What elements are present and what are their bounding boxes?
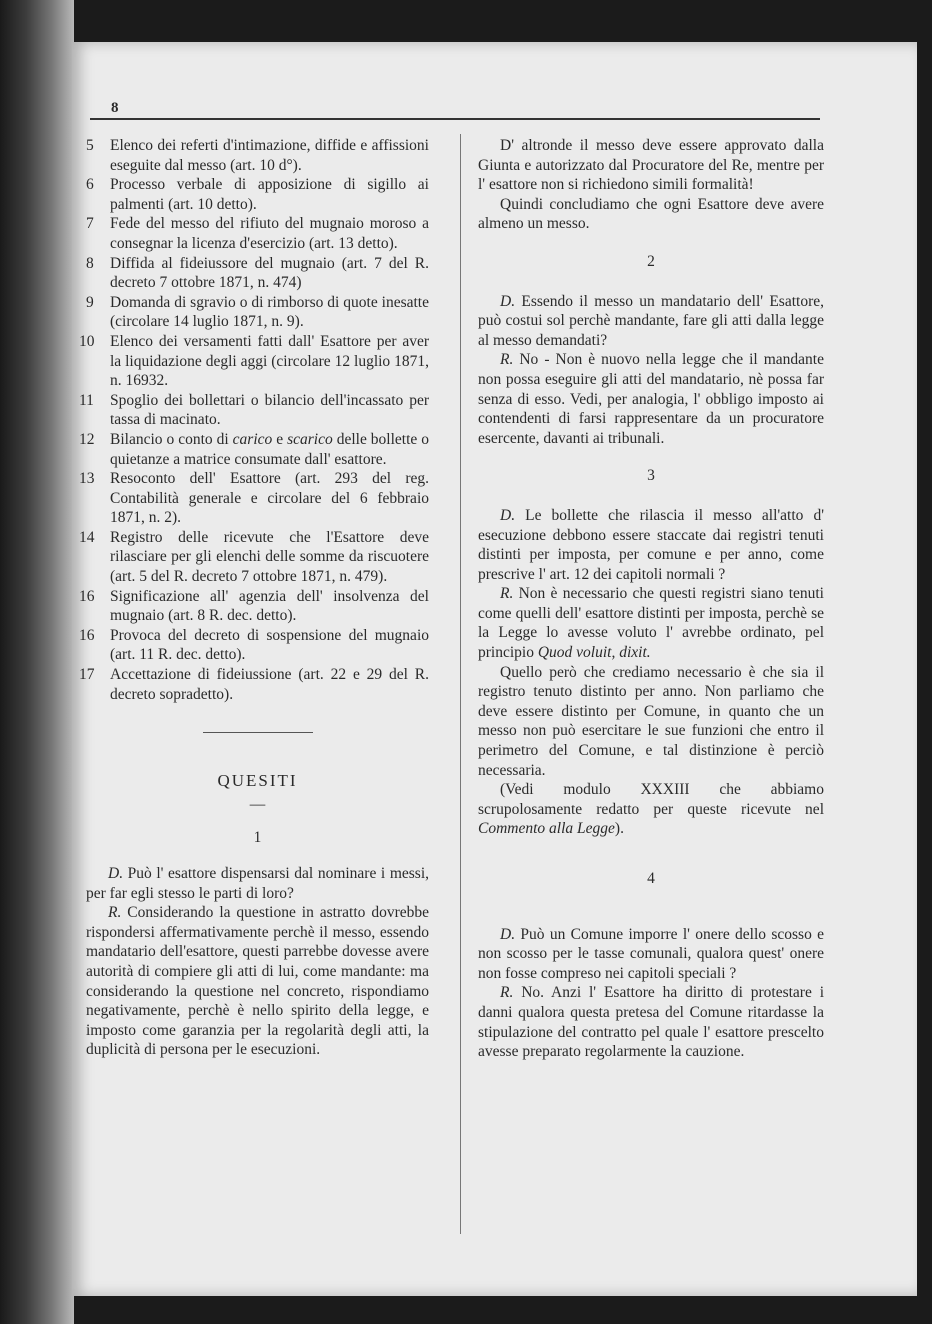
answer-body: Considerando la questione in astratto dovrebbe rispondersi affermativamente perchè il messo, essendo mandatario dell'esattore, questi parrebbe dovesse avere autorità di compiere gli atti di lui, come mandante: ma considerando la questione nel concreto, rispondiamo negativamente, perchè è nello spirito della legge, e imposto come garanzia per la regolarità degli atti, la duplicità di persona per le esecuzioni. bbox=[86, 904, 429, 1059]
list-item bbox=[86, 175, 429, 214]
list-item-text-mid: e bbox=[272, 430, 288, 448]
reference-title: Commento alla Legge bbox=[478, 820, 615, 838]
section-separator bbox=[203, 732, 313, 733]
list-item-number: 7 bbox=[86, 215, 94, 233]
question-body: Le bollette che rilascia il messo all'atto d' esecuzione debbono essere staccate dai registri tenuti distinti per imposta, per comune e per anno, come prescrive l' art. 12 dei capitoli normali ? bbox=[478, 506, 825, 583]
reference-end: ). bbox=[614, 820, 624, 838]
list-item-text: Diffida al fideiussore del mugnaio (art. 7 del R. decreto 7 ottobre 1871, n. 474) bbox=[110, 254, 429, 292]
question-label: D. bbox=[500, 925, 516, 943]
answer-text bbox=[86, 903, 429, 1060]
answer-label: R. bbox=[500, 984, 514, 1002]
question-text bbox=[478, 506, 824, 584]
question-label: D. bbox=[500, 292, 516, 310]
list-item-text: Significazione all' agenzia dell' insolvenza del mugnaio (art. 8 R. dec. detto). bbox=[110, 587, 429, 625]
list-item-text: Elenco dei versamenti fatti dall' Esattore per aver la liquidazione degli aggi (circolare 12 luglio 1871, n. 16932. bbox=[110, 332, 429, 390]
list-item bbox=[79, 332, 429, 391]
question-label: D. bbox=[500, 506, 516, 524]
list-item-number: 10 bbox=[79, 332, 95, 350]
answer-label: R. bbox=[108, 904, 122, 922]
question-text bbox=[478, 292, 824, 351]
list-item bbox=[79, 587, 429, 626]
answer-body: No. Anzi l' Esattore ha diritto di protestare i danni qualora questa pretesa del Comune ritardasse la stipulazione del contratto pel quale l' esattore prescelto avesse preparato regolarmente la cauzione. bbox=[478, 984, 824, 1061]
reference-note bbox=[478, 780, 824, 839]
answer-text bbox=[478, 584, 824, 662]
list-item-number: 16 bbox=[79, 587, 95, 605]
list-item-italic-scarico: scarico bbox=[287, 430, 333, 448]
question-body: Può un Comune imporre l' onere dello scosso e non scosso per le tasse comunali, qualora quest' onere non fosse compreso nei capitoli speciali ? bbox=[478, 925, 825, 982]
list-item-text: Provoca del decreto di sospensione del mugnaio (art. 11 R. dec. detto). bbox=[110, 626, 429, 664]
list-item-number: 13 bbox=[79, 470, 95, 488]
list-item-text-start: Bilancio o conto di bbox=[110, 430, 233, 448]
reference-text: (Vedi modulo XXXIII che abbiamo scrupolosamente redatto per queste ricevute nel bbox=[478, 781, 824, 818]
list-item-number: 5 bbox=[86, 137, 94, 154]
answer-body: Non è necessario che questi registri siano tenuti come quelli dell' esattore distinti per imposta, perchè se la Legge lo avesse voluto l' avrebbe ordinato, pel principio bbox=[478, 585, 824, 662]
question-number: 3 bbox=[647, 467, 655, 485]
page-number: 8 bbox=[111, 100, 119, 116]
list-item-text: Accettazione di fideiussione (art. 22 e 29 del R. decreto sopradetto). bbox=[110, 666, 429, 703]
continuation-paragraph: D' altronde il messo deve essere approvato dalla Giunta e autorizzato dal Procuratore del Re, mentre per l' esattore non si richiedono simili formalità! bbox=[478, 137, 824, 194]
question-text bbox=[478, 925, 824, 984]
left-column bbox=[79, 136, 430, 1060]
list-item-number: 11 bbox=[79, 391, 94, 409]
section-dash: — bbox=[249, 795, 266, 813]
list-item bbox=[79, 626, 429, 665]
header-rule bbox=[90, 118, 820, 120]
list-item bbox=[86, 293, 429, 332]
list-item-text: Processo verbale di apposizione di sigillo ai palmenti (art. 10 detto). bbox=[110, 176, 429, 213]
right-column bbox=[478, 136, 824, 1062]
question-number: 4 bbox=[647, 870, 655, 887]
question-text bbox=[86, 864, 429, 903]
list-item-text-end: delle bollette o quietanze a matrice consumate dall' esattore. bbox=[110, 430, 430, 468]
question-label: D. bbox=[108, 865, 124, 882]
list-item-italic-carico: carico bbox=[232, 430, 273, 448]
list-item-number: 9 bbox=[86, 293, 94, 311]
answer-label: R. bbox=[500, 585, 514, 603]
conclusion-paragraph: Quindi concludiamo che ogni Esattore deve avere almeno un messo. bbox=[478, 195, 824, 233]
list-item bbox=[79, 391, 429, 430]
list-item bbox=[86, 214, 429, 253]
latin-maxim: Quod voluit, dixit. bbox=[537, 644, 651, 662]
book-spine-shadow bbox=[0, 0, 74, 1324]
list-item-number: 12 bbox=[79, 430, 95, 448]
list-item-number: 14 bbox=[79, 528, 95, 546]
list-item bbox=[79, 665, 429, 704]
list-item-number: 16 bbox=[79, 626, 95, 644]
question-body: Può l' esattore dispensarsi dal nominare i messi, per far egli stesso le parti di loro? bbox=[86, 865, 429, 902]
list-item-number: 6 bbox=[86, 176, 94, 194]
question-number: 2 bbox=[647, 252, 655, 270]
list-item bbox=[79, 430, 430, 469]
list-item-text: Spoglio dei bollettari o bilancio dell'incassato per tassa di macinato. bbox=[110, 391, 429, 429]
list-item-number: 8 bbox=[86, 254, 94, 272]
list-item-text: Resoconto dell' Esattore (art. 293 del reg. Contabilità generale e circolare del 6 febbraio 1871, n. 2). bbox=[110, 470, 429, 527]
list-item bbox=[86, 254, 429, 293]
answer-body: No - Non è nuovo nella legge che il mandante non possa eseguire gli atti del mandatario, nè possa far senza di esso. Vedi, per analogia, l' obbligo imposto ai contendenti di farsi rappresentare da un procuratore esercente, davanti ai tribunali. bbox=[478, 351, 824, 447]
document-list bbox=[79, 136, 430, 704]
list-item-text: Elenco dei referti d'intimazione, diffide e affissioni eseguite dal messo (art. 10 d°). bbox=[110, 137, 429, 174]
column-divider bbox=[460, 134, 461, 1234]
list-item bbox=[79, 528, 429, 587]
question-body: Essendo il messo un mandatario dell' Esattore, può costui sol perchè mandante, fare gli atti dalla legge al messo demandati? bbox=[478, 292, 824, 349]
answer-text bbox=[478, 350, 824, 448]
answer-label: R. bbox=[500, 351, 514, 369]
answer-text bbox=[478, 983, 824, 1061]
question-number: 1 bbox=[253, 829, 262, 847]
list-item bbox=[79, 469, 429, 528]
list-item-text: Domanda di sgravio o di rimborso di quote inesatte (circolare 14 luglio 1871, n. 9). bbox=[110, 293, 429, 331]
answer-paragraph: Quello però che crediamo necessario è che sia il registro tenuto distinto per anno. Non parliamo che deve essere distinto per Comune, in quanto che un messo non può esercitare le sue funzioni che entro il perimetro del Comune, e tal distinzione è perciò necessaria. bbox=[478, 663, 824, 779]
list-item-number: 17 bbox=[79, 666, 95, 684]
list-item-text: Fede del messo del rifiuto del mugnaio moroso a consegnar la licenza d'esercizio (art. 13 detto). bbox=[110, 215, 429, 252]
list-item-text: Registro delle ricevute che l'Esattore deve rilasciare per gli elenchi delle somme da riscuotere (art. 5 del R. decreto 7 ottobre 1871, n. 479). bbox=[110, 528, 429, 586]
list-item bbox=[86, 136, 429, 175]
section-title: QUESITI bbox=[217, 771, 298, 791]
